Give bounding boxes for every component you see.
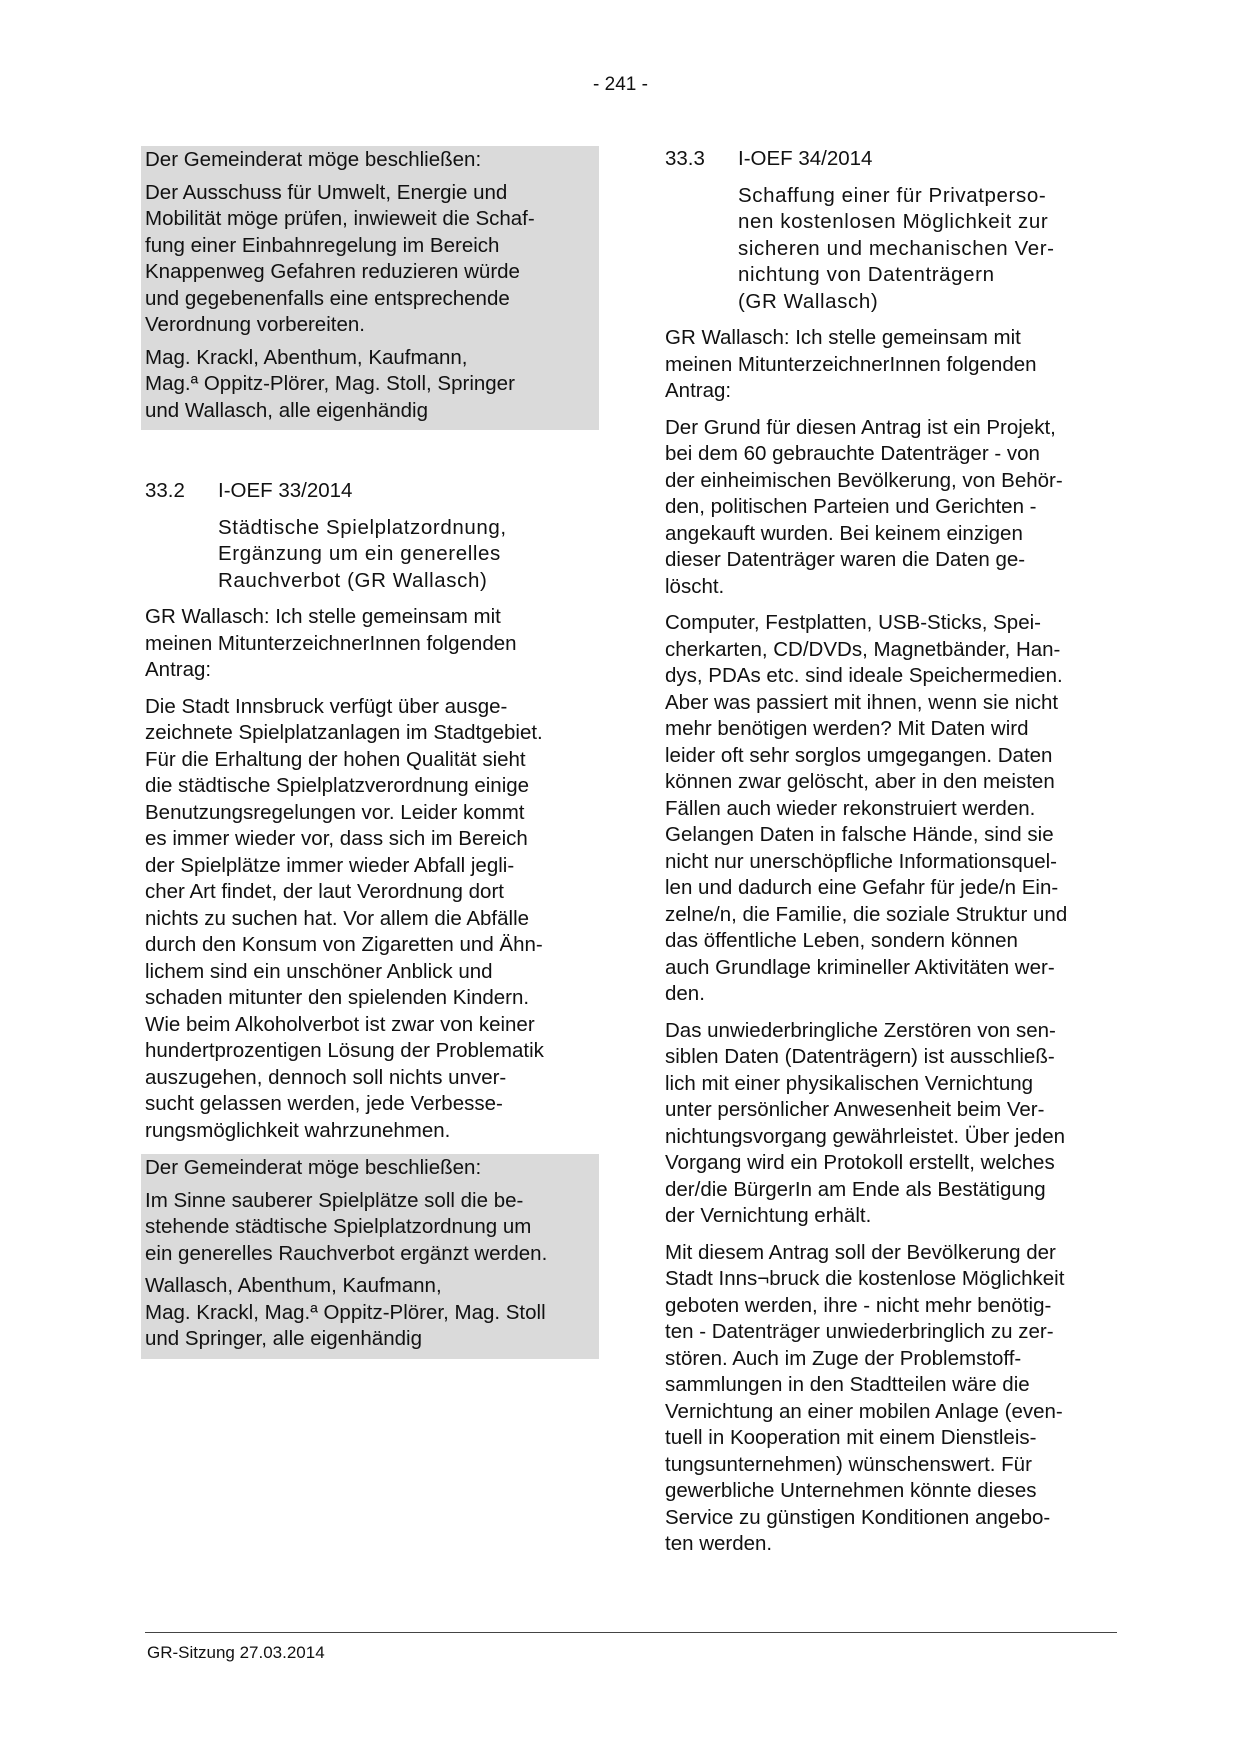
text-line: den. bbox=[665, 982, 705, 1005]
text-line: fung einer Einbahnregelung im Bereich bbox=[145, 233, 500, 257]
text-line: Mit diesem Antrag soll der Bevölkerung der bbox=[665, 1240, 1056, 1264]
paragraph-3 bbox=[665, 1018, 1120, 1230]
text-line: Die Stadt Innsbruck verfügt über ausge- bbox=[145, 694, 508, 718]
section-intro bbox=[665, 325, 1120, 405]
text-line: Der Grund für diesen Antrag ist ein Projekt, bbox=[665, 415, 1056, 439]
left-column bbox=[145, 146, 595, 1359]
section-intro bbox=[145, 604, 595, 684]
text-line: ten werden. bbox=[665, 1532, 773, 1555]
text-line: sucht gelassen werden, jede Verbesse- bbox=[145, 1092, 503, 1115]
text-line: Service zu günstigen Konditionen angebo- bbox=[665, 1505, 1051, 1529]
text-line: leider oft sehr sorglos umgegangen. Daten bbox=[665, 743, 1053, 767]
text-line: Computer, Festplatten, USB-Sticks, Spei- bbox=[665, 611, 1041, 634]
text-line: und gegebenenfalls eine entsprechende bbox=[145, 286, 510, 310]
text-line: lich mit einer physikalischen Vernichtung bbox=[665, 1071, 1034, 1095]
text-line: der/die BürgerIn am Ende als Bestätigung bbox=[665, 1177, 1046, 1201]
text-line: Mobilität möge prüfen, inwieweit die Schaf- bbox=[145, 207, 535, 230]
text-line: Städtische Spielplatzordnung, bbox=[218, 515, 507, 539]
text-line: löscht. bbox=[665, 574, 725, 598]
motion-heading: Der Gemeinderat möge beschließen: bbox=[145, 148, 482, 171]
motion-signers bbox=[145, 1273, 595, 1359]
footer-divider bbox=[145, 1632, 1117, 1633]
text-line: sicheren und mechanischen Ver- bbox=[738, 236, 1055, 260]
text-line: und Springer, alle eigenhändig bbox=[145, 1327, 422, 1350]
motion-box-2 bbox=[141, 1154, 599, 1359]
text-line: nichtungsvorgang gewährleistet. Über jeden bbox=[665, 1124, 1066, 1148]
text-line: Der Ausschuss für Umwelt, Energie und bbox=[145, 180, 508, 204]
text-line: sammlungen in den Stadtteilen wäre die bbox=[665, 1373, 1030, 1396]
text-line: siblen Daten (Datenträgern) ist ausschließ- bbox=[665, 1045, 1055, 1068]
text-line: es immer wieder vor, dass sich im Bereich bbox=[145, 827, 528, 850]
text-line: Aber was passiert mit ihnen, wenn sie nicht bbox=[665, 690, 1059, 714]
text-line: können zwar gelöscht, aber in den meisten bbox=[665, 770, 1055, 793]
footer-session-date: GR-Sitzung 27.03.2014 bbox=[147, 1643, 325, 1662]
text-line: Ergänzung um ein generelles bbox=[218, 542, 501, 565]
text-line: lichem sind ein unschöner Anblick und bbox=[145, 959, 493, 983]
text-line: die städtische Spielplatzverordnung einige bbox=[145, 774, 530, 797]
section-number: 33.3 bbox=[665, 147, 705, 170]
text-line: tungsunternehmen) wünschenswert. Für bbox=[665, 1452, 1032, 1476]
text-line: GR Wallasch: Ich stelle gemeinsam mit bbox=[665, 326, 1021, 349]
text-line: Für die Erhaltung der hohen Qualität sieht bbox=[145, 747, 526, 771]
text-line: cher Art findet, der laut Verordnung dort bbox=[145, 880, 504, 903]
text-line: rungsmöglichkeit wahrzunehmen. bbox=[145, 1118, 451, 1142]
page-number: - 241 - bbox=[593, 74, 648, 95]
text-line: stehende städtische Spielplatzordnung um bbox=[145, 1215, 532, 1238]
text-line: der Vernichtung erhält. bbox=[665, 1204, 872, 1227]
text-line: ten - Datenträger unwiederbringlich zu zer- bbox=[665, 1320, 1054, 1343]
text-line: Schaffung einer für Privatperso- bbox=[738, 183, 1047, 207]
text-line: Rauchverbot (GR Wallasch) bbox=[218, 568, 488, 592]
text-line: meinen MitunterzeichnerInnen folgenden bbox=[665, 352, 1037, 376]
text-line: Vorgang wird ein Protokoll erstellt, welches bbox=[665, 1151, 1055, 1174]
text-line: Stadt Inns¬bruck die kostenlose Möglichkeit bbox=[665, 1267, 1065, 1290]
text-line: Vernichtung an einer mobilen Anlage (even- bbox=[665, 1399, 1063, 1423]
section-header-33-3 bbox=[665, 146, 1120, 173]
text-line: ein generelles Rauchverbot ergänzt werden. bbox=[145, 1241, 548, 1265]
text-line: meinen MitunterzeichnerInnen folgenden bbox=[145, 631, 517, 655]
text-line: den, politischen Parteien und Gerichten - bbox=[665, 495, 1037, 518]
section-title bbox=[145, 515, 595, 595]
text-line: nichtung von Datenträgern bbox=[738, 263, 995, 286]
motion-text bbox=[145, 1188, 595, 1274]
text-line: Mag.ª Oppitz-Plörer, Mag. Stoll, Springer bbox=[145, 372, 515, 395]
text-line: Im Sinne sauberer Spielplätze soll die be- bbox=[145, 1188, 524, 1212]
text-line: Wallasch, Abenthum, Kaufmann, bbox=[145, 1274, 442, 1297]
text-line: GR Wallasch: Ich stelle gemeinsam mit bbox=[145, 605, 501, 628]
text-line: Antrag: bbox=[145, 658, 212, 681]
right-column bbox=[665, 146, 1120, 1568]
text-line: unter persönlicher Anwesenheit beim Ver- bbox=[665, 1098, 1045, 1121]
text-line: auch Grundlage krimineller Aktivitäten wer- bbox=[665, 955, 1055, 979]
motion-signers bbox=[145, 345, 595, 431]
section-body bbox=[145, 694, 595, 1145]
text-line: der einheimischen Bevölkerung, von Behör- bbox=[665, 468, 1063, 492]
text-line: Knappenweg Gefahren reduzieren würde bbox=[145, 260, 520, 283]
text-line: nen kostenlosen Möglichkeit zur bbox=[738, 210, 1049, 233]
text-line: Antrag: bbox=[665, 379, 732, 402]
text-line: mehr benötigen werden? Mit Daten wird bbox=[665, 717, 1029, 740]
text-line: zelne/n, die Familie, die soziale Struktur und bbox=[665, 902, 1068, 926]
text-line: durch den Konsum von Zigaretten und Ähn- bbox=[145, 933, 543, 956]
text-line: dys, PDAs etc. sind ideale Speichermedien. bbox=[665, 664, 1063, 687]
text-line: Wie beim Alkoholverbot ist zwar von keiner bbox=[145, 1012, 535, 1036]
section-header-33-2 bbox=[145, 478, 595, 505]
text-line: tuell in Kooperation mit einem Dienstleis- bbox=[665, 1426, 1037, 1449]
text-line: stören. Auch im Zuge der Problemstoff- bbox=[665, 1346, 1022, 1370]
section-code: I-OEF 34/2014 bbox=[738, 147, 873, 170]
text-line: schaden mitunter den spielenden Kindern. bbox=[145, 986, 530, 1009]
text-line: auszugehen, dennoch soll nichts unver- bbox=[145, 1065, 507, 1089]
text-line: geboten werden, ihre - nicht mehr benötig- bbox=[665, 1293, 1052, 1317]
text-line: Fällen auch wieder rekonstruiert werden. bbox=[665, 796, 1036, 820]
section-title bbox=[665, 183, 1120, 316]
text-line: Das unwiederbringliche Zerstören von sen- bbox=[665, 1018, 1056, 1042]
text-line: bei dem 60 gebrauchte Datenträger - von bbox=[665, 442, 1040, 465]
text-line: Gelangen Daten in falsche Hände, sind sie bbox=[665, 823, 1054, 846]
text-line: (GR Wallasch) bbox=[738, 289, 879, 313]
text-line: Mag. Krackl, Abenthum, Kaufmann, bbox=[145, 345, 468, 369]
paragraph-1 bbox=[665, 415, 1120, 601]
text-line: nicht nur unerschöpfliche Informationsquel- bbox=[665, 849, 1057, 873]
text-line: dieser Datenträger waren die Daten ge- bbox=[665, 548, 1026, 571]
text-line: angekauft wurden. Bei keinem einzigen bbox=[665, 521, 1023, 545]
section-code: I-OEF 33/2014 bbox=[218, 479, 353, 502]
text-line: zeichnete Spielplatzanlagen im Stadtgebiet. bbox=[145, 721, 543, 744]
text-line: nichts zu suchen hat. Vor allem die Abfälle bbox=[145, 906, 530, 930]
text-line: Verordnung vorbereiten. bbox=[145, 313, 365, 336]
text-line: len und dadurch eine Gefahr für jede/n Ein- bbox=[665, 876, 1059, 899]
text-line: das öffentliche Leben, sondern können bbox=[665, 929, 1018, 952]
text-line: gewerbliche Unternehmen könnte dieses bbox=[665, 1479, 1037, 1502]
text-line: cherkarten, CD/DVDs, Magnetbänder, Han- bbox=[665, 637, 1061, 661]
text-line: und Wallasch, alle eigenhändig bbox=[145, 398, 429, 422]
motion-text bbox=[145, 180, 595, 345]
text-line: hundertprozentigen Lösung der Problematik bbox=[145, 1039, 544, 1062]
text-line: der Spielplätze immer wieder Abfall jegli- bbox=[145, 853, 515, 877]
section-number: 33.2 bbox=[145, 479, 185, 502]
motion-heading: Der Gemeinderat möge beschließen: bbox=[145, 1156, 482, 1179]
text-line: Benutzungsregelungen vor. Leider kommt bbox=[145, 800, 525, 824]
text-line: Mag. Krackl, Mag.ª Oppitz-Plörer, Mag. Stoll bbox=[145, 1300, 546, 1324]
paragraph-2 bbox=[665, 610, 1120, 1008]
paragraph-4 bbox=[665, 1240, 1120, 1558]
motion-box-1 bbox=[141, 146, 599, 430]
